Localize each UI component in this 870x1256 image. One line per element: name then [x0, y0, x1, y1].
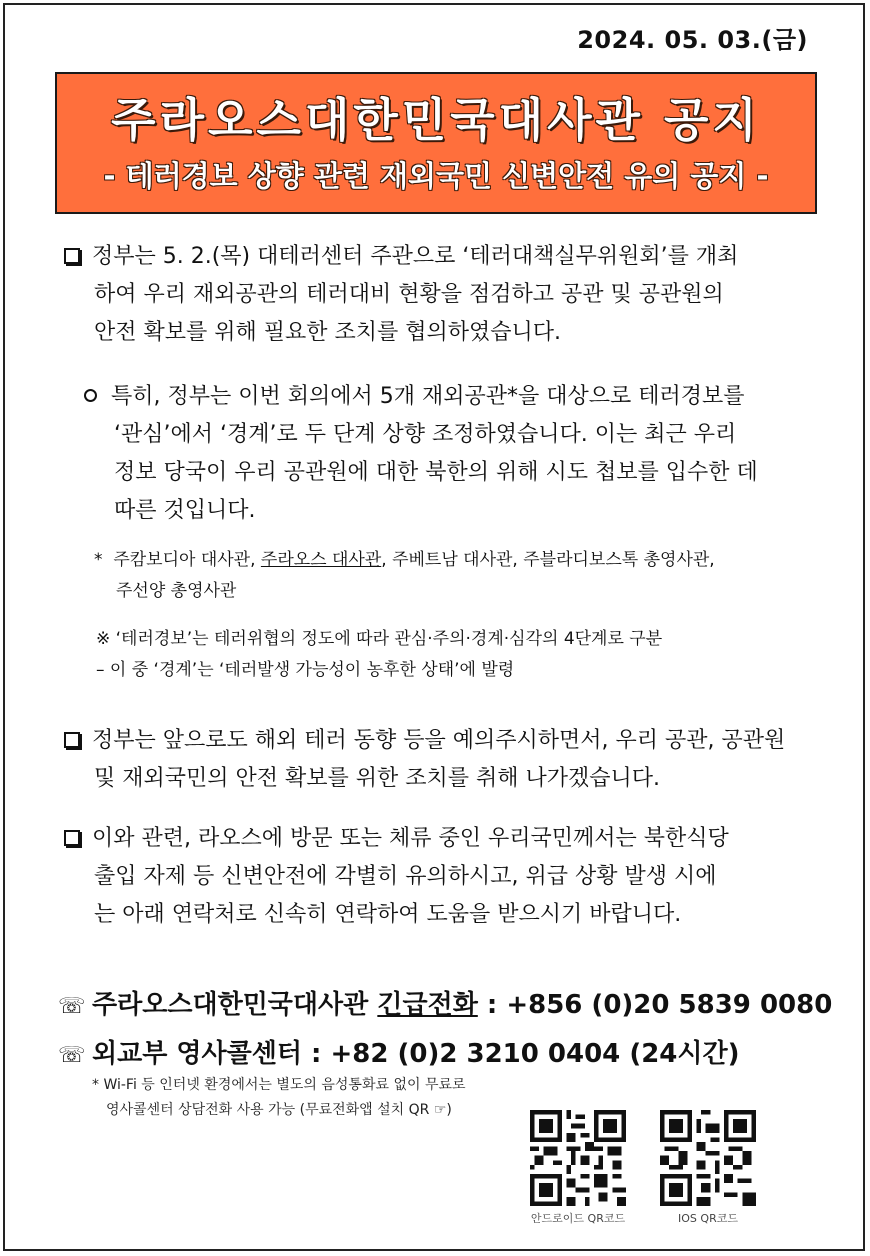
p4-line3: 는 아래 연락처로 신속히 연락하여 도움을 받으시기 바랍니다. — [94, 902, 682, 927]
footnote-part1: 주캄보디아 대사관, — [113, 550, 256, 570]
footnote-highlight-laos: 주라오스 대사관 — [260, 550, 382, 570]
android-qr-label: 안드로이드 QR코드 — [530, 1212, 626, 1225]
p3-line2: 및 재외국민의 안전 확보를 위한 조치를 취해 나가겠습니다. — [94, 766, 660, 791]
ios-qr-label: IOS QR코드 — [678, 1212, 738, 1225]
paragraph-2 — [84, 378, 824, 530]
checkbox-bullet-icon — [64, 830, 80, 846]
p3-line1: 정부는 앞으로도 해외 테러 동향 등을 예의주시하면서, 우리 공관, 공관원 — [92, 728, 786, 753]
p2-line4: 따른 것입니다. — [114, 498, 256, 523]
paragraph-1 — [64, 238, 824, 352]
telephone-icon: ☏ — [58, 1043, 86, 1068]
footnote-line2: 주선양 총영사관 — [116, 581, 237, 601]
reference-line2: – 이 중 ‘경계’는 ‘테러발생 가능성이 농후한 상태’에 발령 — [96, 660, 515, 680]
p2-line2: ‘관심’에서 ‘경계’로 두 단계 상향 조정하였습니다. 이는 최근 우리 — [114, 422, 737, 447]
p1-line2: 하여 우리 재외공관의 테러대비 현황을 점검하고 공관 및 공관원의 — [94, 282, 724, 307]
android-qr-code[interactable] — [530, 1110, 626, 1206]
notice-date: 2024. 05. 03.(금) — [577, 26, 808, 54]
circle-bullet-icon — [84, 389, 97, 402]
consular-call-center — [58, 1033, 740, 1070]
p2-line3: 정보 당국이 우리 공관원에 대한 북한의 위해 시도 첩보를 입수한 데 — [114, 460, 758, 485]
embassy-hotline-label: 긴급전화 — [377, 990, 478, 1020]
p1-line1: 정부는 5. 2.(목) 대테러센터 주관으로 ‘테러대책실무위원회’를 개최 — [92, 244, 739, 269]
checkbox-bullet-icon — [64, 248, 80, 264]
p4-line1: 이와 관련, 라오스에 방문 또는 체류 중인 우리국민께서는 북한식당 — [92, 826, 729, 851]
paragraph-3 — [64, 722, 824, 798]
telephone-icon: ☏ — [58, 994, 86, 1019]
embassy-hotline-number: : +856 (0)20 5839 0080 — [486, 990, 833, 1020]
reference-line1: ※ ‘테러경보’는 테러위협의 정도에 따라 관심·주의·경계·심각의 4단계로 구분 — [96, 629, 663, 649]
paragraph-4 — [64, 820, 824, 934]
reference-note — [96, 624, 826, 686]
footnote — [94, 545, 824, 607]
p1-line3: 안전 확보를 위해 필요한 조치를 협의하였습니다. — [94, 320, 562, 345]
wifi-note-line2: 영사콜센터 상담전화 사용 가능 (무료전화앱 설치 QR ☞) — [106, 1102, 452, 1118]
banner-subtitle: - 테러경보 상향 관련 재외국민 신변안전 유의 공지 - — [103, 159, 769, 193]
banner-title: 주라오스대한민국대사관 공지 — [111, 93, 761, 147]
checkbox-bullet-icon — [64, 732, 80, 748]
consular-call-center-text: 외교부 영사콜센터 : +82 (0)2 3210 0404 (24시간) — [92, 1039, 740, 1069]
embassy-hotline — [58, 984, 832, 1021]
title-banner — [55, 72, 817, 214]
footnote-part3: , 주베트남 대사관, 주블라디보스톡 총영사관, — [381, 550, 715, 570]
p2-line1: 특히, 정부는 이번 회의에서 5개 재외공관*을 대상으로 테러경보를 — [111, 384, 745, 409]
embassy-name: 주라오스대한민국대사관 — [92, 990, 369, 1020]
ios-qr-code[interactable] — [660, 1110, 756, 1206]
wifi-note — [92, 1073, 466, 1123]
p4-line2: 출입 자제 등 신변안전에 각별히 유의하시고, 위급 상황 발생 시에 — [94, 864, 717, 889]
footnote-star: * — [94, 550, 103, 570]
wifi-note-line1: * Wi-Fi 등 인터넷 환경에서는 별도의 음성통화료 없이 무료로 — [92, 1077, 466, 1093]
